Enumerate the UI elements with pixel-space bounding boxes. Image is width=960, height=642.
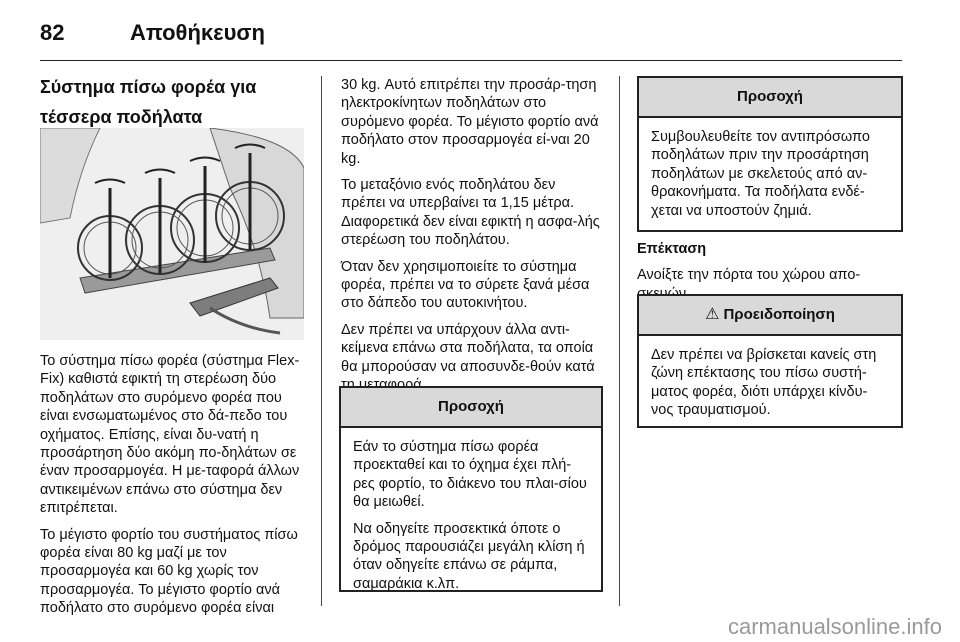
middle-column: [341, 76, 603, 403]
warning-triangle-icon: ⚠: [705, 306, 720, 323]
load-paragraph: Το μέγιστο φορτίο του συστήματος πίσω φορέα είναι 80 kg μαζί με τον προσαρμογέα και 60 kg χωρίς τον προσαρμογέα. Το μέγιστο φορτίο ανά ποδήλατο στο συρόμενο φορέα είναι: [40, 526, 298, 617]
caution-body: [341, 428, 601, 603]
column-divider-1: [321, 76, 322, 606]
caution-clearance-text: Εάν το σύστημα πίσω φορέα προεκταθεί και το όχημα έχει πλή-ρες φορτίο, το διάκενο του πλαι-σίου θα μειωθεί.: [353, 439, 587, 511]
caution-title: Προσοχή: [341, 388, 601, 428]
watermark: carmanualsonline.info: [727, 614, 942, 639]
load-continued-paragraph: 30 kg. Αυτό επιτρέπει την προσάρ-τηση ηλεκτροκίνητων ποδηλάτων στο συρόμενο φορέα. Το μέγιστο φορτίο ανά ποδήλατο στον προσαρμογέα εί-ναι 20 kg.: [341, 77, 599, 167]
caution-box-right: [637, 76, 903, 232]
extension-text: Ανοίξτε την πόρτα του χώρου απο-: [637, 267, 861, 284]
page-title: Αποθήκευση: [130, 20, 265, 45]
bike-carrier-drawing: [40, 128, 304, 340]
stow-paragraph: Όταν δεν χρησιμοποιείτε το σύστημα φορέα, πρέπει να το σύρετε ξανά μέσα στο δάπεδο του αυτοκινήτου.: [341, 258, 590, 312]
warning-box: [637, 294, 903, 428]
wheelbase-paragraph: Το μεταξόνιο ενός ποδηλάτου δεν πρέπει να υπερβαίνει τα 1,15 μέτρα. Διαφορετικά δεν είναι εφικτή η ασφα-λής στερέωση του ποδηλάτου.: [341, 177, 600, 249]
intro-paragraph: Το σύστημα πίσω φορέα (σύστημα Flex-Fix) καθιστά εφικτή τη στερέωση δύο ποδηλάτων στο συρόμενο φορέα που είναι ενσωματωμένος στο δά-πεδο του οχήματος. Επίσης, είναι δυ-νατή η προσάρτηση δύο ακόμη πο-δηλάτων σε έναν προσαρμογέα. Η με-ταφορά άλλων αντικειμένων επάνω στο σύστημα δεν επιτρέπεται.: [40, 353, 300, 517]
left-column: [40, 76, 306, 136]
extension-subheading: Επέκταση: [637, 241, 707, 257]
bike-carrier-illustration: [40, 128, 304, 340]
section-heading-line2: τέσσερα ποδήλατα: [40, 107, 203, 127]
warning-body: Δεν πρέπει να βρίσκεται κανείς στη ζώνη επέκτασης του πίσω συστή-ματος φορέα, διότι υπάρχει κίνδυ-νος τραυματισμού.: [651, 347, 877, 419]
page-number: 82: [40, 20, 65, 45]
caution-carbon-text: Συμβουλευθείτε τον αντιπρόσωπο ποδηλάτων πριν την προσάρτηση ποδηλάτων με σκελετούς από αν-θρακονήματα. Τα ποδήλατα ενδέ-χεται να υποστούν ζημιά.: [651, 129, 870, 219]
caution-title-right: Προσοχή: [639, 78, 901, 118]
column-divider-2: [619, 76, 620, 606]
warning-title: Προειδοποίηση: [723, 306, 835, 323]
left-column-text: [40, 352, 306, 626]
warning-header: [639, 296, 901, 336]
loose-items-paragraph: Δεν πρέπει να υπάρχουν άλλα αντι-κείμενα επάνω στα ποδήλατα, τα οποία θα μπορούσαν να αποσυνδε-θούν κατά: [341, 321, 595, 375]
header-rule: [40, 60, 902, 61]
caution-box-middle: [339, 386, 603, 592]
section-heading-line1: Σύστημα πίσω φορέα για: [40, 77, 257, 97]
page-header: [40, 20, 920, 60]
caution-driving-text: Να οδηγείτε προσεκτικά όποτε ο δρόμος παρουσιάζει μεγάλη κλίση ή όταν οδηγείτε επάνω σε ράμπα, σαμαράκια κ.λπ.: [353, 520, 585, 592]
